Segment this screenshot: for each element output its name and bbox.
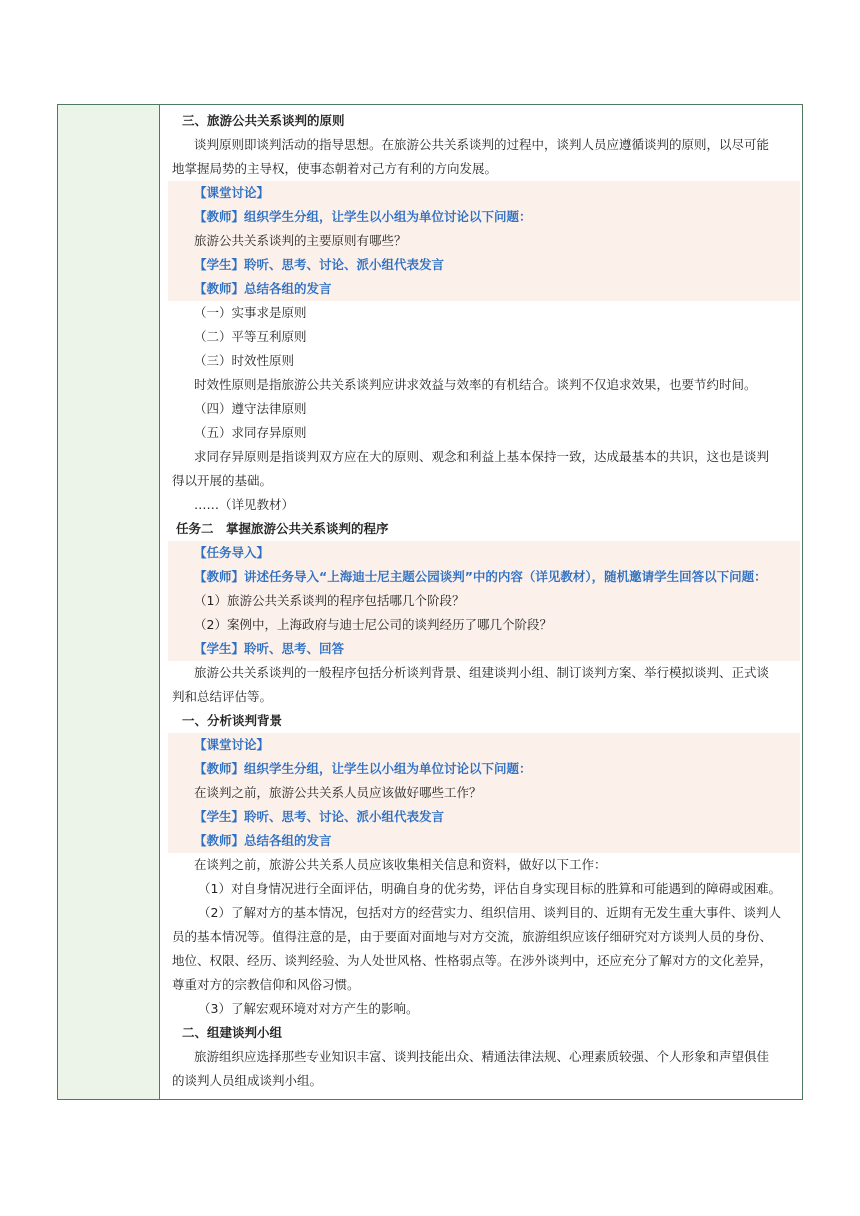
task-heading: 任务二 掌握旅游公共关系谈判的程序	[176, 521, 389, 536]
discussion-label: 【课堂讨论】	[194, 185, 270, 200]
paragraph-line: 地位、权限、经历、谈判经验、为人处世风格、性格弱点等。在涉外谈判中，还应充分了解对方的文化差异，	[172, 953, 773, 968]
section-heading: 三、旅游公共关系谈判的原则	[182, 113, 345, 128]
paragraph-line: （2）了解对方的基本情况，包括对方的经营实力、组织信用、谈判目的、近期有无发生重大事件、谈判人	[198, 905, 781, 920]
discussion-text: 旅游公共关系谈判的主要原则有哪些？	[194, 233, 407, 248]
paragraph	[172, 1045, 794, 1093]
list-item: （五）求同存异原则	[194, 425, 307, 440]
discussion-label: 【教师】组织学生分组，让学生以小组为单位讨论以下问题：	[194, 209, 532, 224]
discussion-text: （2）案例中，上海政府与迪士尼公司的谈判经历了哪几个阶段？	[194, 617, 552, 632]
paragraph	[172, 661, 794, 709]
list-item: （一）实事求是原则	[194, 305, 307, 320]
paragraph-line: 尊重对方的宗教信仰和风俗习惯。	[172, 977, 360, 992]
paragraph-line: 得以开展的基础。	[172, 473, 273, 488]
paragraph-line: 的谈判人员组成谈判小组。	[172, 1073, 323, 1088]
discussion-box	[168, 541, 800, 661]
paragraph-line: 员的基本情况等。值得注意的是，由于要面对面地与对方交流，旅游组织应该仔细研究对方谈判人员的身份、	[172, 929, 773, 944]
paragraph-line: （1）对自身情况进行全面评估，明确自身的优劣势，评估自身实现目标的胜算和可能遇到的障碍或困难。	[198, 881, 781, 896]
paragraph-line: 地掌握局势的主导权，使事态朝着对己方有利的方向发展。	[172, 161, 498, 176]
discussion-label: 【课堂讨论】	[194, 737, 270, 752]
paragraph-line: 判和总结评估等。	[172, 689, 273, 704]
paragraph-line: 旅游组织应选择那些专业知识丰富、谈判技能出众、精通法律法规、心理素质较强、个人形象和声望俱佳	[194, 1049, 770, 1064]
paragraph-line: 求同存异原则是指谈判双方应在大的原则、观念和利益上基本保持一致，达成最基本的共识，这也是谈判	[194, 449, 770, 464]
discussion-label: 【学生】聆听、思考、回答	[194, 641, 345, 656]
table-content-cell	[160, 105, 802, 1099]
discussion-box	[168, 733, 800, 853]
discussion-label: 【教师】总结各组的发言	[194, 281, 332, 296]
paragraph	[172, 877, 794, 901]
discussion-label: 【任务导入】	[194, 545, 270, 560]
discussion-label: 【教师】总结各组的发言	[194, 833, 332, 848]
paragraph	[172, 853, 794, 877]
discussion-label: 【教师】组织学生分组，让学生以小组为单位讨论以下问题：	[194, 761, 532, 776]
paragraph-line: （3）了解宏观环境对对方产生的影响。	[198, 1001, 419, 1016]
paragraph	[172, 997, 794, 1021]
list-item: ……（详见教材）	[194, 497, 295, 512]
paragraph-line: 在谈判之前，旅游公共关系人员应该收集相关信息和资料，做好以下工作：	[194, 857, 607, 872]
paragraph-line: 旅游公共关系谈判的一般程序包括分析谈判背景、组建谈判小组、制订谈判方案、举行模拟谈判、正式谈	[194, 665, 770, 680]
paragraph	[172, 445, 794, 493]
discussion-label: 【教师】讲述任务导入“上海迪士尼主题公园谈判”中的内容（详见教材），随机邀请学生回答以下问题：	[194, 569, 767, 584]
content-table	[57, 104, 803, 1100]
list-item: （二）平等互利原则	[194, 329, 307, 344]
paragraph	[172, 373, 794, 397]
discussion-box	[168, 181, 800, 301]
list-item: （四）遵守法律原则	[194, 401, 307, 416]
section-heading: 一、分析谈判背景	[182, 713, 283, 728]
discussion-label: 【学生】聆听、思考、讨论、派小组代表发言	[194, 257, 445, 272]
section-heading: 二、组建谈判小组	[182, 1025, 283, 1040]
discussion-label: 【学生】聆听、思考、讨论、派小组代表发言	[194, 809, 445, 824]
table-left-column	[58, 105, 160, 1099]
discussion-text: （1）旅游公共关系谈判的程序包括哪几个阶段？	[194, 593, 465, 608]
paragraph	[172, 901, 794, 997]
paragraph	[172, 133, 794, 181]
paragraph-line: 时效性原则是指旅游公共关系谈判应讲求效益与效率的有机结合。谈判不仅追求效果，也要节约时间。	[194, 377, 757, 392]
list-item: （三）时效性原则	[194, 353, 295, 368]
discussion-text: 在谈判之前，旅游公共关系人员应该做好哪些工作？	[194, 785, 482, 800]
paragraph-line: 谈判原则即谈判活动的指导思想。在旅游公共关系谈判的过程中，谈判人员应遵循谈判的原则，以尽可能	[194, 137, 770, 152]
